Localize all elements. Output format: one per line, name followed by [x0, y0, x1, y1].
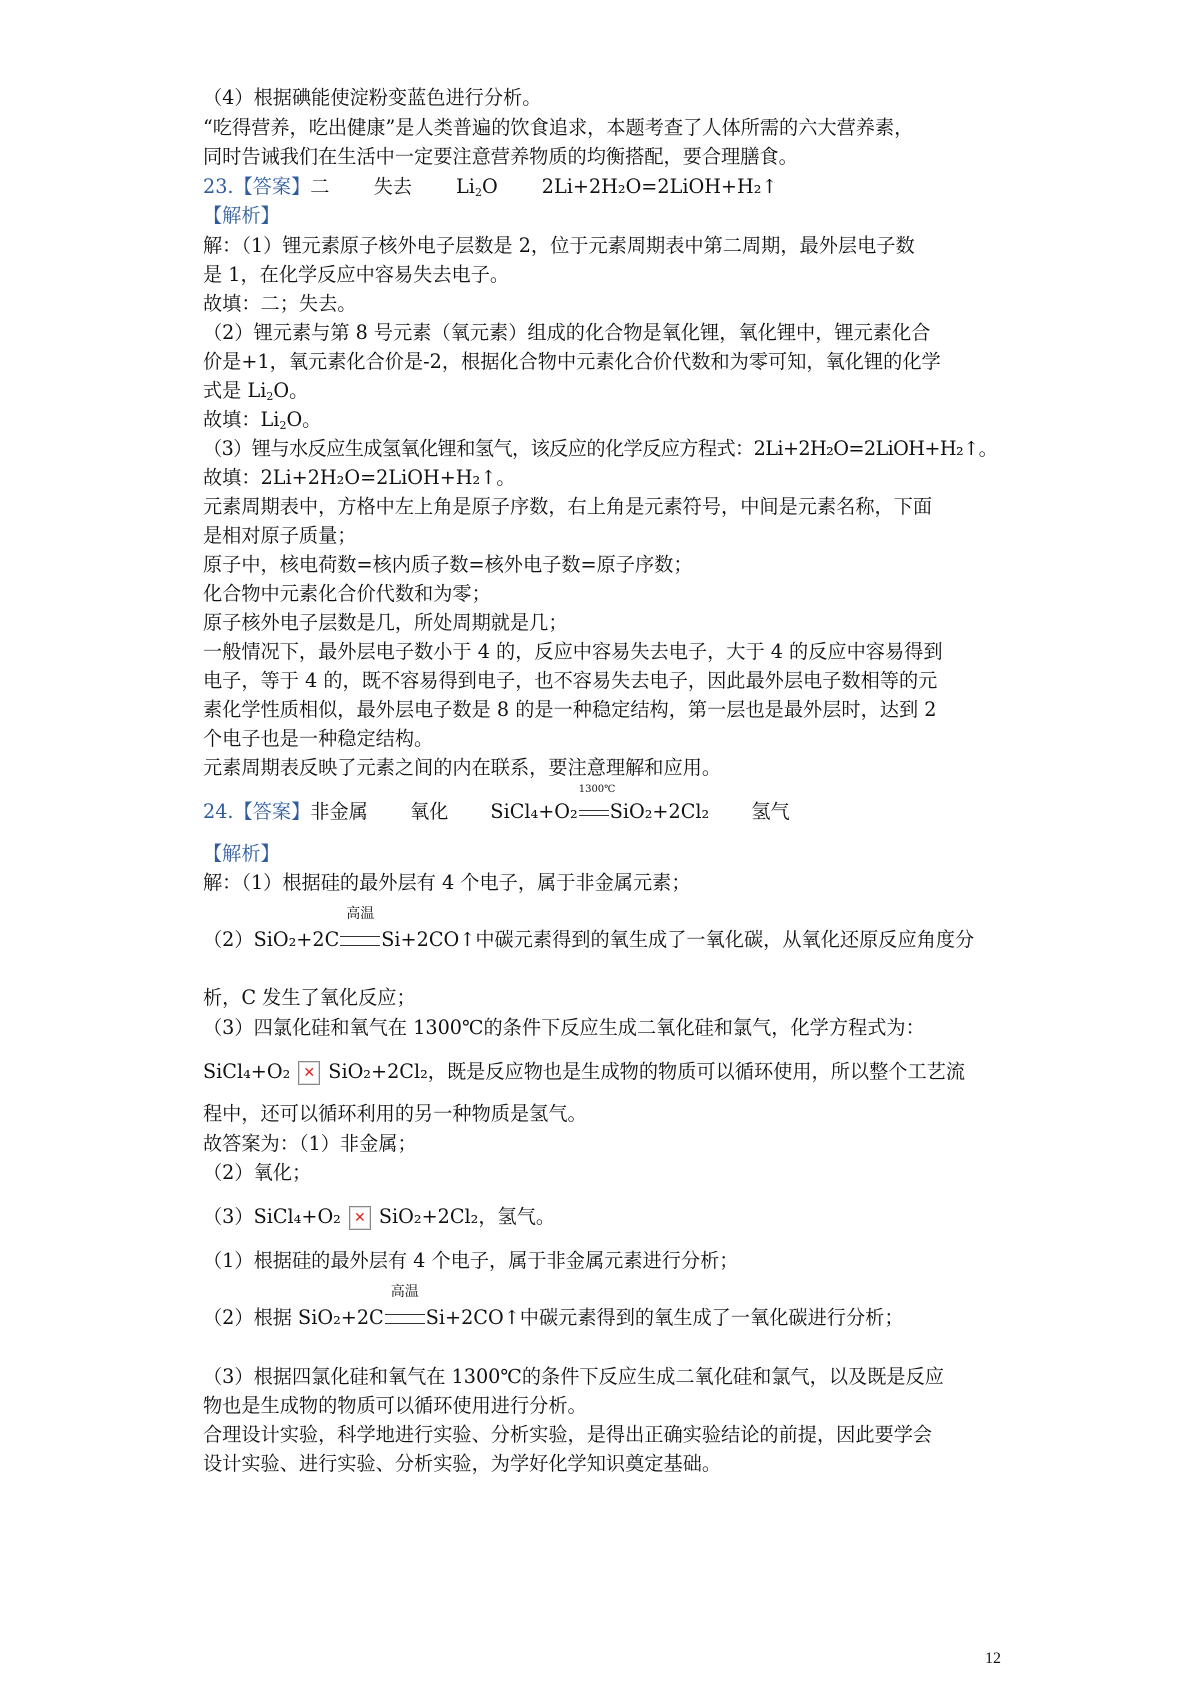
text-line: （3）四氯化硅和氧气在 1300℃的条件下反应生成二氧化硅和氯气，化学方程式为： [203, 1016, 925, 1039]
text-line: 同时告诫我们在生活中一定要注意营养物质的均衡搭配，要合理膳食。 [203, 145, 798, 168]
reaction-condition: 1300℃ [578, 784, 616, 795]
text-line: 故填：2Li+2H₂O=2LiOH+H₂↑。 [203, 466, 516, 489]
text-line: （1）根据硅的最外层有 4 个电子，属于非金属元素进行分析； [203, 1249, 739, 1272]
text-line: 素化学性质相似，最外层电子数是 8 的是一种稳定结构，第一层也是最外层时，达到 2 [203, 698, 937, 721]
analysis-tag: 【解析】 [203, 842, 280, 865]
text-line: 原子中，核电荷数=核内质子数=核外电子数=原子序数； [203, 553, 693, 576]
text-line: 元素周期表反映了元素之间的内在联系，要注意理解和应用。 [203, 756, 722, 779]
text-line: 是 1，在化学反应中容易失去电子。 [203, 263, 510, 286]
text-line: 故填：$Li_2O$。 [203, 408, 322, 432]
answer-item: 非金属 [310, 800, 368, 823]
text-line: 电子，等于 4 的，既不容易得到电子，也不容易失去电子，因此最外层电子数相等的元 [203, 669, 938, 692]
text-line: 一般情况下，最外层电子数小于 4 的，反应中容易失去电子，大于 4 的反应中容易得到 [203, 640, 943, 663]
answer-item: $Li_2O$ [456, 175, 498, 199]
text-line: 元素周期表中，方格中左上角是原子序数，右上角是元素符号，中间是元素名称，下面 [203, 495, 933, 518]
text-line: 程中，还可以循环利用的另一种物质是氢气。 [203, 1102, 587, 1125]
analysis-tag: 【解析】 [203, 204, 280, 227]
answer-item: 二 [310, 175, 330, 198]
chemical-equation: SiCl₄+O₂ 1300℃ SiO₂+2Cl₂ [490, 784, 710, 823]
question-number: 24. [203, 800, 234, 823]
text-line: （3）根据四氯化硅和氧气在 1300℃的条件下反应生成二氧化硅和氯气，以及既是反应 [203, 1365, 944, 1388]
answer-tag: 【答案】 [233, 175, 311, 198]
question-number: 23. [203, 175, 234, 198]
text-line: 故答案为：（1）非金属； [203, 1132, 417, 1155]
broken-image-icon [349, 1206, 371, 1230]
chemical-equation: 2Li+2H₂O=2LiOH+H₂↑ [541, 175, 778, 198]
text-line: 解：（1）根据硅的最外层有 4 个电子，属于非金属元素； [203, 871, 691, 894]
broken-image-icon [298, 1061, 320, 1085]
chemical-equation: 2Li+2H₂O=2LiOH+H₂↑ [753, 437, 979, 460]
text-line: （2）氧化； [203, 1161, 312, 1184]
text-line: 解：（1）锂元素原子核外电子层数是 2，位于元素周期表中第二周期，最外层电子数 [203, 234, 915, 257]
reaction-condition: 高温 [390, 1284, 419, 1300]
chemical-equation: 2Li+2H₂O=2LiOH+H₂↑ [260, 466, 497, 489]
text-line: 合理设计实验，科学地进行实验、分析实验，是得出正确实验结论的前提，因此要学会 [203, 1423, 933, 1446]
text-line: （3）锂与水反应生成氢氧化锂和氢气，该反应的化学反应方程式：2Li+2H₂O=2LiOH+H₂↑。 [203, 437, 998, 460]
text-line: 价是+1，氧元素化合价是-2，根据化合物中元素化合价代数和为零可知，氧化锂的化学 [203, 350, 941, 373]
text-line: 物也是生成物的物质可以循环使用进行分析。 [203, 1394, 587, 1417]
text-line: 故填：二；失去。 [203, 292, 357, 315]
text-line: 式是 $Li_2O$。 [203, 379, 309, 403]
text-line: “吃得营养，吃出健康”是人类普遍的饮食追求，本题考查了人体所需的六大营养素， [203, 116, 914, 139]
text-line: 析，C 发生了氧化反应； [203, 986, 416, 1009]
text-line: （2）锂元素与第 8 号元素（氧元素）组成的化合物是氧化锂，氧化锂中，锂元素化合 [203, 321, 931, 344]
text-line: 原子核外电子层数是几，所处周期就是几； [203, 611, 568, 634]
text-line: （2）SiO₂+2C 高温 Si+2CO↑中碳元素得到的氧生成了一氧化碳，从氧化还原反应角度分 [203, 906, 975, 951]
page-number: 12 [985, 1650, 1001, 1667]
text-line: 个电子也是一种稳定结构。 [203, 727, 434, 750]
answer-item: 氧化 [409, 800, 449, 823]
question-24-answer [203, 784, 790, 826]
text-line: （3）SiCl₄+O₂✕ SiO₂+2Cl₂，氢气。 [203, 1203, 555, 1231]
text-line: 化合物中元素化合价代数和为零； [203, 582, 491, 605]
answer-tag: 【答案】 [233, 800, 311, 823]
text-line: （2）根据 SiO₂+2C 高温 Si+2CO↑中碳元素得到的氧生成了一氧化碳进行分析； [203, 1284, 904, 1329]
answer-item: 失去 [373, 175, 412, 198]
text-line: SiCl₄+O₂✕ SiO₂+2Cl₂，既是反应物也是生成物的物质可以循环使用，所以整个工艺流 [203, 1058, 965, 1086]
reaction-condition: 高温 [346, 906, 375, 922]
text-line: 是相对原子质量； [203, 524, 357, 547]
answer-item: 氢气 [751, 800, 790, 823]
text-line: 设计实验、进行实验、分析实验，为学好化学知识奠定基础。 [203, 1452, 722, 1475]
question-23-answer [203, 173, 778, 201]
text-line: （4）根据碘能使淀粉变蓝色进行分析。 [203, 86, 542, 109]
